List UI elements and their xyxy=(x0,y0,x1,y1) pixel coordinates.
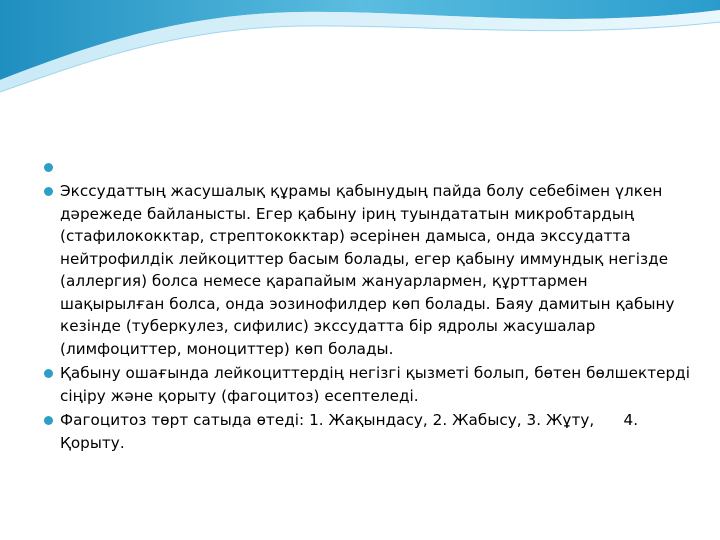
bullet-item-phagocytosis-stages xyxy=(30,409,690,454)
bullet-item-leukocyte-function xyxy=(30,362,695,407)
bullet-item-empty xyxy=(30,156,690,178)
bullet-text: Қабыну ошағында лейкоциттердің негізгі қызметі болып, бөтен бөлшектерді сіңіру және қорыту (фагоцитоз) есептеледі. xyxy=(60,364,695,405)
bullet-text: Экссудаттың жасушалық құрамы қабынудың пайда болу себебімен үлкен дәрежеде байланысты. Егер қабыну іриң туындататын микробтардың (стафилококктар, стрептококктар) әсерінен дамыса, онда экссудатта нейтрофилдік лейкоциттер басым болады, егер қабыну иммундық негізде (аллергия) болса немесе қарапайым жануарлармен, құрттармен шақырылған болса, онда эозинофилдер көп болады. Баяу дамитын қабыну кезінде (туберкулез, сифилис) экссудатта бір ядролы жасушалар (лимфоциттер, моноциттер) көп болады. xyxy=(60,182,680,358)
bullet-dot-icon xyxy=(44,369,53,378)
slide-content xyxy=(30,156,695,454)
bullet-dot-icon xyxy=(44,163,53,172)
header-wave-decoration xyxy=(0,0,720,95)
bullet-dot-icon xyxy=(44,187,53,196)
bullet-item-exudate-composition xyxy=(30,180,690,360)
bullet-dot-icon xyxy=(44,416,53,425)
bullet-list xyxy=(30,156,695,454)
bullet-text: Фагоцитоз төрт сатыда өтеді: 1. Жақындасу, 2. Жабысу, 3. Жұту, 4. Қорыту. xyxy=(60,411,644,452)
